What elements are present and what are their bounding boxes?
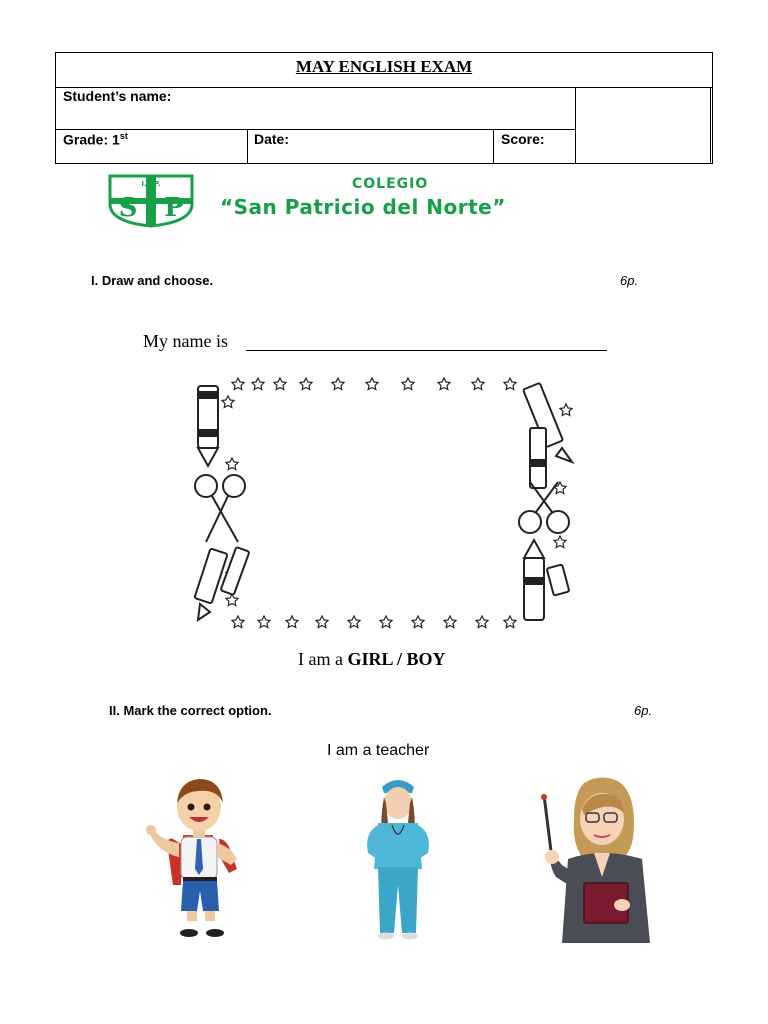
svg-text:S: S: [118, 193, 138, 223]
pencil-icon: [194, 547, 249, 620]
gender-choice: [298, 649, 446, 670]
section-2-title: II. Mark the correct option.: [109, 703, 272, 718]
section-1-title: I. Draw and choose.: [91, 273, 214, 288]
section-1-points: 6p.: [620, 273, 639, 288]
school-emblem-icon: [106, 170, 196, 228]
name-prompt: My name is: [143, 331, 228, 351]
choice-prefix: I am a: [298, 649, 348, 669]
svg-text:P: P: [164, 193, 184, 223]
table-line: [56, 129, 575, 130]
schoolboy-image[interactable]: [145, 773, 245, 943]
grade-suffix: st: [119, 131, 128, 141]
score-label: Score:: [501, 131, 545, 147]
grade-text: Grade: 1: [63, 131, 120, 148]
crayon-icon: [198, 386, 218, 466]
drawing-frame[interactable]: [188, 372, 578, 636]
scissors-icon: [195, 475, 245, 542]
crayon-icon: [524, 540, 569, 620]
choice-options[interactable]: GIRL / BOY: [347, 649, 446, 669]
exam-header-table: [55, 52, 713, 164]
star-border-icon: [222, 378, 572, 628]
school-name: “San Patricio del Norte”: [220, 195, 506, 219]
school-label: COLEGIO: [352, 176, 429, 192]
table-line: [710, 87, 711, 164]
target-sentence: I am a teacher: [327, 742, 430, 759]
nurse-image[interactable]: [352, 773, 442, 945]
table-line: [247, 129, 248, 164]
table-line: [575, 87, 576, 164]
teacher-image[interactable]: [538, 773, 658, 943]
pencil-icon: [523, 383, 572, 488]
student-name-label: Student’s name:: [63, 88, 172, 104]
name-answer-line[interactable]: [246, 350, 607, 351]
date-label: Date:: [254, 131, 290, 147]
grade-label: [63, 131, 128, 148]
table-line: [493, 129, 494, 164]
section-2-points: 6p.: [634, 703, 653, 718]
exam-title: MAY ENGLISH EXAM: [295, 57, 473, 76]
emblem-top-text: I.E.P.: [141, 180, 161, 188]
